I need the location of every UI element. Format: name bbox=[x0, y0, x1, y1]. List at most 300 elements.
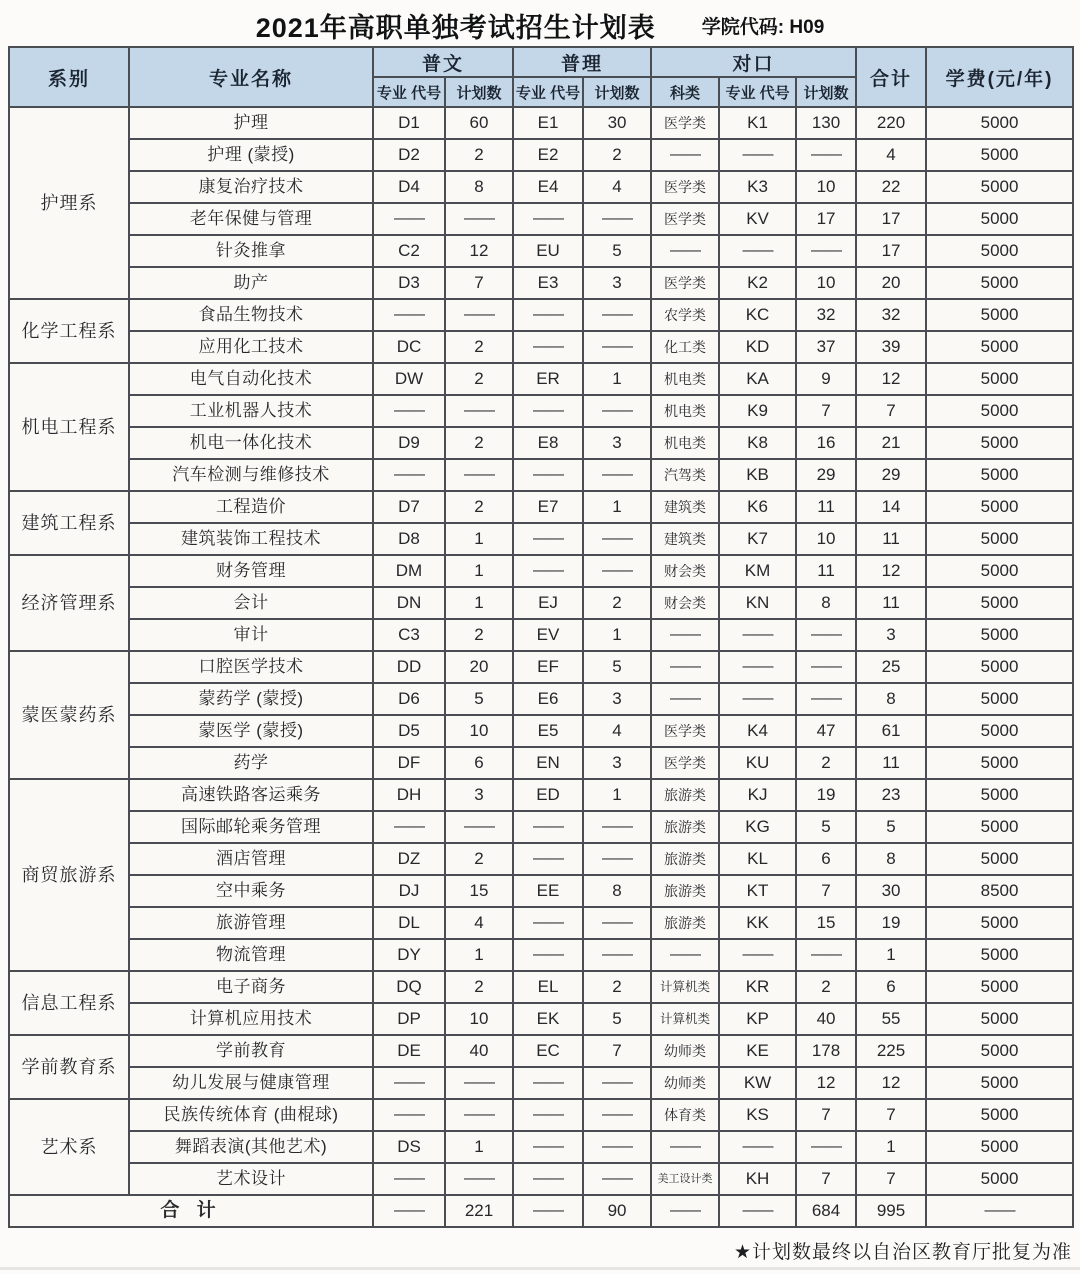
category-cell: 计算机类 bbox=[651, 971, 719, 1003]
header-dept: 系别 bbox=[9, 47, 129, 107]
value-cell: 23 bbox=[856, 779, 926, 811]
value-cell: 8 bbox=[445, 171, 513, 203]
value-cell: 17 bbox=[856, 203, 926, 235]
category-cell: 幼师类 bbox=[651, 1035, 719, 1067]
major-name-cell: 老年保健与管理 bbox=[129, 203, 373, 235]
value-cell: 5000 bbox=[926, 427, 1073, 459]
value-cell: 11 bbox=[856, 747, 926, 779]
table-row bbox=[9, 843, 1073, 875]
value-cell: 8 bbox=[796, 587, 856, 619]
category-cell: 体育类 bbox=[651, 1099, 719, 1131]
major-name-cell: 护理 bbox=[129, 107, 373, 139]
table-row bbox=[9, 779, 1073, 811]
category-cell: 建筑类 bbox=[651, 523, 719, 555]
major-name-cell: 空中乘务 bbox=[129, 875, 373, 907]
value-cell: 11 bbox=[856, 587, 926, 619]
major-name-cell: 工业机器人技术 bbox=[129, 395, 373, 427]
table-body bbox=[9, 107, 1073, 1227]
value-cell: ER bbox=[513, 363, 583, 395]
value-cell: 55 bbox=[856, 1003, 926, 1035]
value-cell: 40 bbox=[445, 1035, 513, 1067]
dept-cell: 经济管理系 bbox=[9, 555, 129, 651]
value-cell: 5000 bbox=[926, 235, 1073, 267]
value-cell: —— bbox=[445, 1099, 513, 1131]
value-cell: 19 bbox=[796, 779, 856, 811]
major-name-cell: 计算机应用技术 bbox=[129, 1003, 373, 1035]
category-cell: 机电类 bbox=[651, 363, 719, 395]
value-cell: —— bbox=[583, 1099, 651, 1131]
value-cell: 5000 bbox=[926, 1099, 1073, 1131]
major-name-cell: 助产 bbox=[129, 267, 373, 299]
value-cell: DC bbox=[373, 331, 445, 363]
value-cell: 2 bbox=[445, 427, 513, 459]
header-group-puwen: 普文 bbox=[373, 47, 513, 77]
value-cell: KB bbox=[719, 459, 796, 491]
value-cell: 32 bbox=[856, 299, 926, 331]
value-cell: 7 bbox=[445, 267, 513, 299]
value-cell: 5 bbox=[583, 1003, 651, 1035]
value-cell: 7 bbox=[796, 875, 856, 907]
value-cell: 1 bbox=[856, 939, 926, 971]
value-cell: KA bbox=[719, 363, 796, 395]
value-cell: E6 bbox=[513, 683, 583, 715]
value-cell: 2 bbox=[445, 363, 513, 395]
value-cell: —— bbox=[513, 555, 583, 587]
table-row bbox=[9, 139, 1073, 171]
value-cell: 17 bbox=[856, 235, 926, 267]
value-cell: 1 bbox=[445, 1131, 513, 1163]
value-cell: DP bbox=[373, 1003, 445, 1035]
major-name-cell: 电子商务 bbox=[129, 971, 373, 1003]
table-row bbox=[9, 107, 1073, 139]
dept-cell: 机电工程系 bbox=[9, 363, 129, 491]
value-cell: 6 bbox=[856, 971, 926, 1003]
value-cell: DN bbox=[373, 587, 445, 619]
value-cell: DQ bbox=[373, 971, 445, 1003]
value-cell: 1 bbox=[445, 587, 513, 619]
value-cell: 29 bbox=[856, 459, 926, 491]
value-cell: —— bbox=[583, 331, 651, 363]
value-cell: —— bbox=[513, 1131, 583, 1163]
value-cell: 5000 bbox=[926, 907, 1073, 939]
value-cell: 9 bbox=[796, 363, 856, 395]
value-cell: KM bbox=[719, 555, 796, 587]
value-cell: 2 bbox=[796, 971, 856, 1003]
value-cell: —— bbox=[513, 811, 583, 843]
header-major: 专业名称 bbox=[129, 47, 373, 107]
table-row bbox=[9, 267, 1073, 299]
value-cell: 12 bbox=[856, 363, 926, 395]
value-cell: —— bbox=[445, 1163, 513, 1195]
major-name-cell: 旅游管理 bbox=[129, 907, 373, 939]
total-value-cell: —— bbox=[926, 1195, 1073, 1227]
value-cell: 10 bbox=[445, 1003, 513, 1035]
value-cell: 5000 bbox=[926, 939, 1073, 971]
value-cell: —— bbox=[373, 203, 445, 235]
major-name-cell: 艺术设计 bbox=[129, 1163, 373, 1195]
value-cell: K3 bbox=[719, 171, 796, 203]
value-cell: EU bbox=[513, 235, 583, 267]
major-name-cell: 蒙药学 (蒙授) bbox=[129, 683, 373, 715]
value-cell: 15 bbox=[445, 875, 513, 907]
value-cell: E5 bbox=[513, 715, 583, 747]
value-cell: KC bbox=[719, 299, 796, 331]
value-cell: 5000 bbox=[926, 491, 1073, 523]
value-cell: 30 bbox=[856, 875, 926, 907]
category-cell: 幼师类 bbox=[651, 1067, 719, 1099]
value-cell: 2 bbox=[583, 587, 651, 619]
value-cell: 2 bbox=[796, 747, 856, 779]
value-cell: 7 bbox=[856, 1099, 926, 1131]
dept-cell: 艺术系 bbox=[9, 1099, 129, 1195]
major-name-cell: 物流管理 bbox=[129, 939, 373, 971]
table-row bbox=[9, 459, 1073, 491]
value-cell: E7 bbox=[513, 491, 583, 523]
category-cell: 美工设计类 bbox=[651, 1163, 719, 1195]
value-cell: 2 bbox=[445, 491, 513, 523]
value-cell: 2 bbox=[445, 843, 513, 875]
major-name-cell: 药学 bbox=[129, 747, 373, 779]
dept-cell: 蒙医蒙药系 bbox=[9, 651, 129, 779]
table-row bbox=[9, 395, 1073, 427]
value-cell: 5 bbox=[583, 651, 651, 683]
value-cell: 22 bbox=[856, 171, 926, 203]
value-cell: K4 bbox=[719, 715, 796, 747]
value-cell: 5000 bbox=[926, 779, 1073, 811]
value-cell: —— bbox=[373, 1163, 445, 1195]
value-cell: 6 bbox=[796, 843, 856, 875]
value-cell: —— bbox=[445, 811, 513, 843]
value-cell: 1 bbox=[445, 555, 513, 587]
major-name-cell: 食品生物技术 bbox=[129, 299, 373, 331]
major-name-cell: 审计 bbox=[129, 619, 373, 651]
value-cell: 5000 bbox=[926, 107, 1073, 139]
value-cell: 5000 bbox=[926, 171, 1073, 203]
value-cell: 3 bbox=[583, 427, 651, 459]
value-cell: 15 bbox=[796, 907, 856, 939]
value-cell: 7 bbox=[583, 1035, 651, 1067]
table-row bbox=[9, 427, 1073, 459]
value-cell: 10 bbox=[796, 267, 856, 299]
value-cell: —— bbox=[513, 203, 583, 235]
value-cell: —— bbox=[373, 459, 445, 491]
category-cell: 旅游类 bbox=[651, 907, 719, 939]
value-cell: 3 bbox=[445, 779, 513, 811]
value-cell: —— bbox=[583, 939, 651, 971]
value-cell: 1 bbox=[583, 779, 651, 811]
major-name-cell: 建筑装饰工程技术 bbox=[129, 523, 373, 555]
value-cell: 7 bbox=[796, 395, 856, 427]
value-cell: 10 bbox=[796, 171, 856, 203]
value-cell: 220 bbox=[856, 107, 926, 139]
value-cell: 5 bbox=[856, 811, 926, 843]
value-cell: K8 bbox=[719, 427, 796, 459]
value-cell: D3 bbox=[373, 267, 445, 299]
table-row bbox=[9, 747, 1073, 779]
category-cell: —— bbox=[651, 1131, 719, 1163]
value-cell: E1 bbox=[513, 107, 583, 139]
value-cell: 12 bbox=[796, 1067, 856, 1099]
total-value-cell: —— bbox=[719, 1195, 796, 1227]
value-cell: 5000 bbox=[926, 1131, 1073, 1163]
value-cell: —— bbox=[373, 395, 445, 427]
category-cell: —— bbox=[651, 235, 719, 267]
value-cell: 5000 bbox=[926, 523, 1073, 555]
value-cell: —— bbox=[796, 1131, 856, 1163]
value-cell: —— bbox=[583, 1163, 651, 1195]
value-cell: DW bbox=[373, 363, 445, 395]
value-cell: D5 bbox=[373, 715, 445, 747]
total-value-cell: 995 bbox=[856, 1195, 926, 1227]
header-duikou-plan: 计划数 bbox=[796, 77, 856, 107]
table-row bbox=[9, 203, 1073, 235]
major-name-cell: 工程造价 bbox=[129, 491, 373, 523]
table-row bbox=[9, 491, 1073, 523]
value-cell: —— bbox=[719, 619, 796, 651]
value-cell: 1 bbox=[856, 1131, 926, 1163]
value-cell: KS bbox=[719, 1099, 796, 1131]
total-value-cell: —— bbox=[513, 1195, 583, 1227]
value-cell: —— bbox=[513, 1067, 583, 1099]
value-cell: 2 bbox=[445, 971, 513, 1003]
value-cell: KV bbox=[719, 203, 796, 235]
header-puli-plan: 计划数 bbox=[583, 77, 651, 107]
category-cell: 机电类 bbox=[651, 395, 719, 427]
value-cell: 1 bbox=[445, 523, 513, 555]
value-cell: D7 bbox=[373, 491, 445, 523]
category-cell: 旅游类 bbox=[651, 779, 719, 811]
value-cell: DE bbox=[373, 1035, 445, 1067]
value-cell: 4 bbox=[583, 171, 651, 203]
value-cell: D4 bbox=[373, 171, 445, 203]
table-row bbox=[9, 875, 1073, 907]
header-group-duikou: 对口 bbox=[651, 47, 856, 77]
category-cell: 医学类 bbox=[651, 715, 719, 747]
value-cell: 5000 bbox=[926, 299, 1073, 331]
value-cell: —— bbox=[719, 235, 796, 267]
value-cell: —— bbox=[513, 907, 583, 939]
value-cell: —— bbox=[513, 331, 583, 363]
value-cell: 3 bbox=[583, 267, 651, 299]
total-value-cell: 90 bbox=[583, 1195, 651, 1227]
value-cell: —— bbox=[719, 939, 796, 971]
value-cell: EN bbox=[513, 747, 583, 779]
major-name-cell: 应用化工技术 bbox=[129, 331, 373, 363]
dept-cell: 化学工程系 bbox=[9, 299, 129, 363]
value-cell: E8 bbox=[513, 427, 583, 459]
value-cell: 61 bbox=[856, 715, 926, 747]
value-cell: 16 bbox=[796, 427, 856, 459]
value-cell: —— bbox=[583, 811, 651, 843]
value-cell: D6 bbox=[373, 683, 445, 715]
value-cell: KD bbox=[719, 331, 796, 363]
category-cell: 旅游类 bbox=[651, 875, 719, 907]
table-row bbox=[9, 619, 1073, 651]
value-cell: —— bbox=[513, 1163, 583, 1195]
category-cell: 医学类 bbox=[651, 171, 719, 203]
value-cell: 2 bbox=[445, 139, 513, 171]
table-row bbox=[9, 811, 1073, 843]
value-cell: 4 bbox=[856, 139, 926, 171]
value-cell: —— bbox=[583, 555, 651, 587]
major-name-cell: 幼儿发展与健康管理 bbox=[129, 1067, 373, 1099]
value-cell: K9 bbox=[719, 395, 796, 427]
value-cell: 10 bbox=[796, 523, 856, 555]
total-label-cell: 合 计 bbox=[9, 1195, 373, 1227]
category-cell: 旅游类 bbox=[651, 811, 719, 843]
value-cell: KT bbox=[719, 875, 796, 907]
value-cell: 5000 bbox=[926, 459, 1073, 491]
dept-cell: 信息工程系 bbox=[9, 971, 129, 1035]
value-cell: 1 bbox=[445, 939, 513, 971]
value-cell: 12 bbox=[445, 235, 513, 267]
major-name-cell: 护理 (蒙授) bbox=[129, 139, 373, 171]
header-puwen-code: 专业 代号 bbox=[373, 77, 445, 107]
table-row bbox=[9, 971, 1073, 1003]
major-name-cell: 口腔医学技术 bbox=[129, 651, 373, 683]
table-row bbox=[9, 1131, 1073, 1163]
value-cell: 7 bbox=[856, 1163, 926, 1195]
dept-cell: 护理系 bbox=[9, 107, 129, 299]
value-cell: 5000 bbox=[926, 1003, 1073, 1035]
value-cell: —— bbox=[373, 299, 445, 331]
value-cell: 5 bbox=[796, 811, 856, 843]
value-cell: K7 bbox=[719, 523, 796, 555]
category-cell: 建筑类 bbox=[651, 491, 719, 523]
value-cell: —— bbox=[719, 683, 796, 715]
value-cell: 5000 bbox=[926, 395, 1073, 427]
value-cell: —— bbox=[513, 843, 583, 875]
category-cell: 财会类 bbox=[651, 555, 719, 587]
value-cell: 30 bbox=[583, 107, 651, 139]
category-cell: 计算机类 bbox=[651, 1003, 719, 1035]
table-row bbox=[9, 587, 1073, 619]
major-name-cell: 机电一体化技术 bbox=[129, 427, 373, 459]
value-cell: 5000 bbox=[926, 811, 1073, 843]
table-row bbox=[9, 939, 1073, 971]
major-name-cell: 会计 bbox=[129, 587, 373, 619]
value-cell: 7 bbox=[796, 1099, 856, 1131]
value-cell: EV bbox=[513, 619, 583, 651]
value-cell: K1 bbox=[719, 107, 796, 139]
value-cell: 5000 bbox=[926, 363, 1073, 395]
category-cell: 化工类 bbox=[651, 331, 719, 363]
value-cell: 5000 bbox=[926, 267, 1073, 299]
value-cell: 4 bbox=[583, 715, 651, 747]
value-cell: 5000 bbox=[926, 555, 1073, 587]
category-cell: —— bbox=[651, 619, 719, 651]
value-cell: 5000 bbox=[926, 747, 1073, 779]
value-cell: 5 bbox=[445, 683, 513, 715]
value-cell: 5000 bbox=[926, 587, 1073, 619]
value-cell: 5000 bbox=[926, 715, 1073, 747]
value-cell: DM bbox=[373, 555, 445, 587]
total-value-cell: —— bbox=[651, 1195, 719, 1227]
major-name-cell: 针灸推拿 bbox=[129, 235, 373, 267]
table-row bbox=[9, 363, 1073, 395]
value-cell: —— bbox=[513, 939, 583, 971]
value-cell: 4 bbox=[445, 907, 513, 939]
category-cell: 汽驾类 bbox=[651, 459, 719, 491]
category-cell: 医学类 bbox=[651, 747, 719, 779]
value-cell: —— bbox=[373, 1099, 445, 1131]
value-cell: EE bbox=[513, 875, 583, 907]
value-cell: —— bbox=[583, 1067, 651, 1099]
value-cell: DF bbox=[373, 747, 445, 779]
category-cell: 农学类 bbox=[651, 299, 719, 331]
value-cell: K2 bbox=[719, 267, 796, 299]
value-cell: 12 bbox=[856, 555, 926, 587]
value-cell: KH bbox=[719, 1163, 796, 1195]
total-value-cell: —— bbox=[373, 1195, 445, 1227]
value-cell: 3 bbox=[583, 747, 651, 779]
header-puwen-plan: 计划数 bbox=[445, 77, 513, 107]
table-row bbox=[9, 171, 1073, 203]
header-total: 合计 bbox=[856, 47, 926, 107]
value-cell: 8500 bbox=[926, 875, 1073, 907]
value-cell: 8 bbox=[583, 875, 651, 907]
value-cell: K6 bbox=[719, 491, 796, 523]
value-cell: KL bbox=[719, 843, 796, 875]
college-code: 学院代码: H09 bbox=[701, 16, 825, 38]
value-cell: 7 bbox=[856, 395, 926, 427]
value-cell: 1 bbox=[583, 619, 651, 651]
value-cell: 21 bbox=[856, 427, 926, 459]
value-cell: 5000 bbox=[926, 843, 1073, 875]
value-cell: EK bbox=[513, 1003, 583, 1035]
header-puli-code: 专业 代号 bbox=[513, 77, 583, 107]
value-cell: 5000 bbox=[926, 1163, 1073, 1195]
value-cell: EJ bbox=[513, 587, 583, 619]
table-row bbox=[9, 683, 1073, 715]
dept-cell: 建筑工程系 bbox=[9, 491, 129, 555]
value-cell: —— bbox=[445, 1067, 513, 1099]
value-cell: —— bbox=[583, 843, 651, 875]
value-cell: 5000 bbox=[926, 651, 1073, 683]
value-cell: 37 bbox=[796, 331, 856, 363]
value-cell: —— bbox=[796, 235, 856, 267]
value-cell: EF bbox=[513, 651, 583, 683]
value-cell: 7 bbox=[796, 1163, 856, 1195]
major-name-cell: 国际邮轮乘务管理 bbox=[129, 811, 373, 843]
value-cell: D8 bbox=[373, 523, 445, 555]
value-cell: —— bbox=[445, 395, 513, 427]
value-cell: KR bbox=[719, 971, 796, 1003]
total-value-cell: 684 bbox=[796, 1195, 856, 1227]
value-cell: KK bbox=[719, 907, 796, 939]
value-cell: —— bbox=[583, 907, 651, 939]
value-cell: 14 bbox=[856, 491, 926, 523]
value-cell: E2 bbox=[513, 139, 583, 171]
value-cell: 10 bbox=[445, 715, 513, 747]
bottom-edge-line bbox=[0, 1267, 1080, 1270]
value-cell: —— bbox=[719, 651, 796, 683]
value-cell: 6 bbox=[445, 747, 513, 779]
value-cell: —— bbox=[583, 1131, 651, 1163]
value-cell: 60 bbox=[445, 107, 513, 139]
value-cell: —— bbox=[796, 939, 856, 971]
category-cell: 医学类 bbox=[651, 203, 719, 235]
table-row bbox=[9, 715, 1073, 747]
value-cell: DL bbox=[373, 907, 445, 939]
value-cell: 5000 bbox=[926, 331, 1073, 363]
table-row bbox=[9, 1035, 1073, 1067]
page-title: 2021年高职单独考试招生计划表 bbox=[255, 12, 656, 43]
category-cell: —— bbox=[651, 683, 719, 715]
value-cell: 40 bbox=[796, 1003, 856, 1035]
value-cell: KN bbox=[719, 587, 796, 619]
value-cell: 11 bbox=[796, 555, 856, 587]
